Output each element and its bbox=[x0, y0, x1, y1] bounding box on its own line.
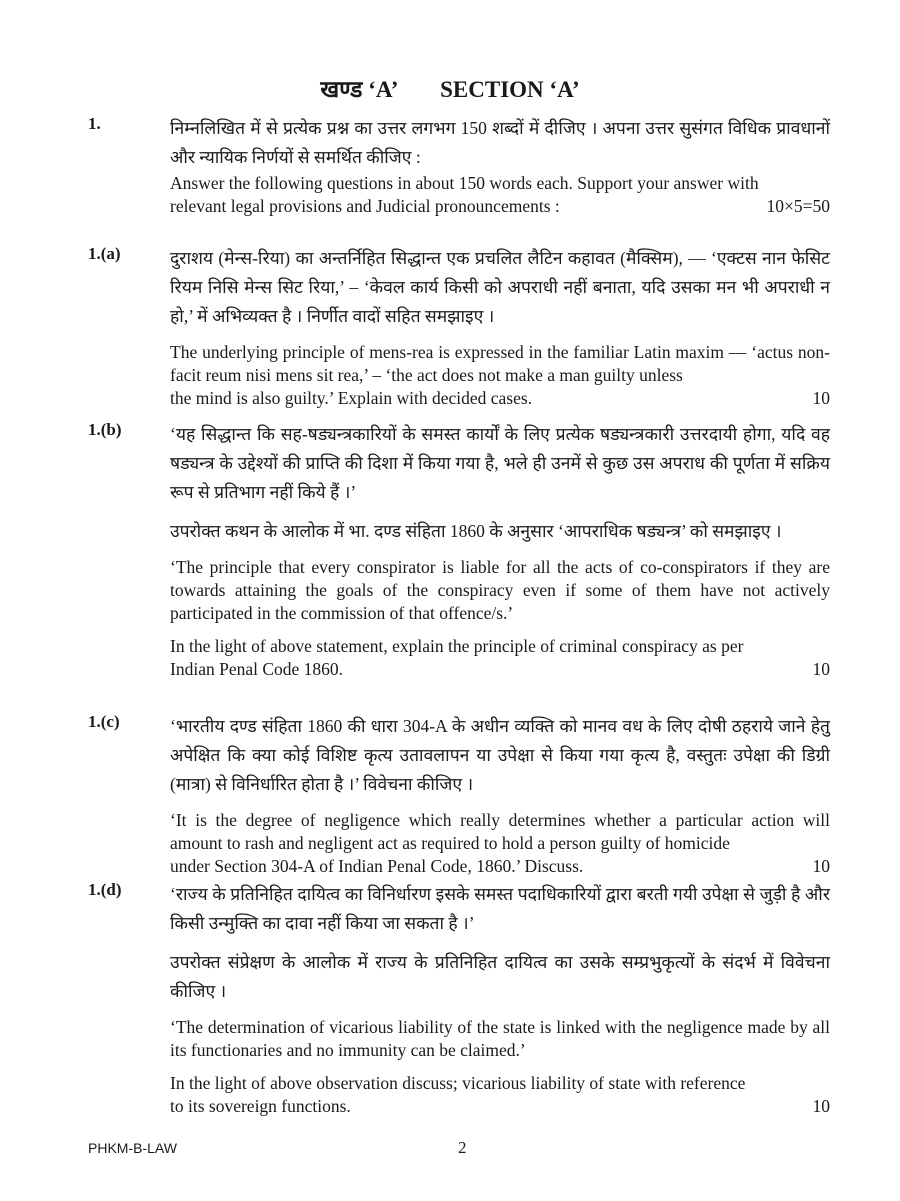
page-number: 2 bbox=[458, 1138, 467, 1157]
english-text-last-line: relevant legal provisions and Judicial pronouncements : bbox=[170, 196, 560, 216]
english-text: In the light of above observation discuss; vicarious liability of state with reference bbox=[170, 1073, 746, 1093]
hindi-text: ‘भारतीय दण्ड संहिता 1860 की धारा 304-A के अधीन व्यक्ति को मानव वध के लिए दोषी ठहराये जाने हेतु अपेक्षित कि क्या कोई विशिष्ट कृत्य उतावलापन या उपेक्षा से किया गया कृत्य है, वस्तुतः उपेक्षा की डिग्री (मात्रा) से विनिर्धारित होता है ।’ विवेचना कीजिए । bbox=[170, 716, 830, 794]
hindi-text: ‘यह सिद्धान्त कि सह-षड्यन्त्रकारियों के समस्त कार्यों के लिए प्रत्येक षड्यन्त्रकारी उत्तरदायी होगा, यदि वह षड्यन्त्र के उद्देश्यों की प्राप्ति की दिशा में किया गया है, भले ही उनमें से कुछ उस अपराध की पूर्णता में सक्रिय रूप से प्रतिभाग नहीं किये हैं ।’ bbox=[170, 424, 830, 502]
english-text: In the light of above statement, explain the principle of criminal conspiracy as per bbox=[170, 636, 744, 656]
hindi-text: निम्नलिखित में से प्रत्येक प्रश्न का उत्तर लगभग 150 शब्दों में दीजिए । अपना उत्तर सुसंगत विधिक प्रावधानों और न्यायिक निर्णयों से समर्थित कीजिए : bbox=[170, 118, 830, 167]
question-1b bbox=[88, 420, 848, 681]
hindi-text: दुराशय (मेन्स-रिया) का अन्तर्निहित सिद्धान्त एक प्रचलित लैटिन कहावत (मैक्सिम), — ‘एक्टस नान फेसिट रियम निसि मेन्स सिट रिया,’ – ‘केवल कार्य किसी को अपराधी नहीं बनाता, यदि उसका मन भी अपराधी न हो,’ में अभिव्यक्त है । निर्णीत वादों सहित समझाइए । bbox=[170, 248, 830, 326]
marks: 10 bbox=[812, 659, 830, 679]
hindi-instruction: उपरोक्त संप्रेक्षण के आलोक में राज्य के प्रतिनिहित दायित्व का उसके सम्प्रभुकृत्यों के संदर्भ में विवेचना कीजिए । bbox=[170, 952, 830, 1001]
marks: 10 bbox=[812, 856, 830, 876]
question-1d bbox=[88, 880, 848, 1118]
english-text: ‘It is the degree of negligence which really determines whether a particular action will amount to rash and negligent act as required to hold a person guilty of homicide bbox=[170, 810, 830, 853]
question-1a bbox=[88, 244, 848, 410]
section-heading-hindi: खण्ड ‘A’ bbox=[320, 77, 399, 102]
hindi-text: ‘राज्य के प्रतिनिहित दायित्व का विनिर्धारण इसके समस्त पदाधिकारियों द्वारा बरती गयी उपेक्षा से जुड़ी है और किसी उन्मुक्ति का दावा नहीं किया जा सकता है ।’ bbox=[170, 884, 830, 933]
section-heading-english: SECTION ‘A’ bbox=[440, 77, 580, 102]
marks: 10×5=50 bbox=[766, 196, 830, 216]
english-text: The underlying principle of mens-rea is expressed in the familiar Latin maxim — ‘actus non-facit reum nisi mens sit rea,’ – ‘the act does not make a man guilty unless bbox=[170, 342, 830, 385]
section-heading bbox=[0, 72, 900, 104]
question-number: 1.(b) bbox=[88, 420, 122, 439]
english-text-last-line: under Section 304-A of Indian Penal Code, 1860.’ Discuss. bbox=[170, 856, 584, 876]
english-quote: ‘The principle that every conspirator is liable for all the acts of co-conspirators if they are towards attaining the goals of the conspiracy even if some of them have not actively participated in the commission of that offence/s.’ bbox=[170, 557, 830, 623]
english-text: Answer the following questions in about 150 words each. Support your answer with bbox=[170, 173, 759, 193]
english-text-last-line: to its sovereign functions. bbox=[170, 1096, 351, 1116]
question-number: 1.(a) bbox=[88, 244, 121, 263]
english-quote: ‘The determination of vicarious liability of the state is linked with the negligence made by all its functionaries and no immunity can be claimed.’ bbox=[170, 1017, 830, 1060]
hindi-instruction: उपरोक्त कथन के आलोक में भा. दण्ड संहिता 1860 के अनुसार ‘आपराधिक षड्यन्त्र’ को समझाइए । bbox=[170, 521, 782, 541]
marks: 10 bbox=[812, 388, 830, 408]
question-1-intro bbox=[88, 114, 848, 218]
english-text-last-line: the mind is also guilty.’ Explain with decided cases. bbox=[170, 388, 533, 408]
question-1c bbox=[88, 712, 848, 878]
paper-code: PHKM-B-LAW bbox=[88, 1140, 177, 1156]
page-footer bbox=[88, 1140, 828, 1156]
question-number: 1.(d) bbox=[88, 880, 122, 899]
marks: 10 bbox=[812, 1096, 830, 1116]
question-number: 1. bbox=[88, 114, 101, 133]
question-number: 1.(c) bbox=[88, 712, 120, 731]
english-text-last-line: Indian Penal Code 1860. bbox=[170, 659, 344, 679]
